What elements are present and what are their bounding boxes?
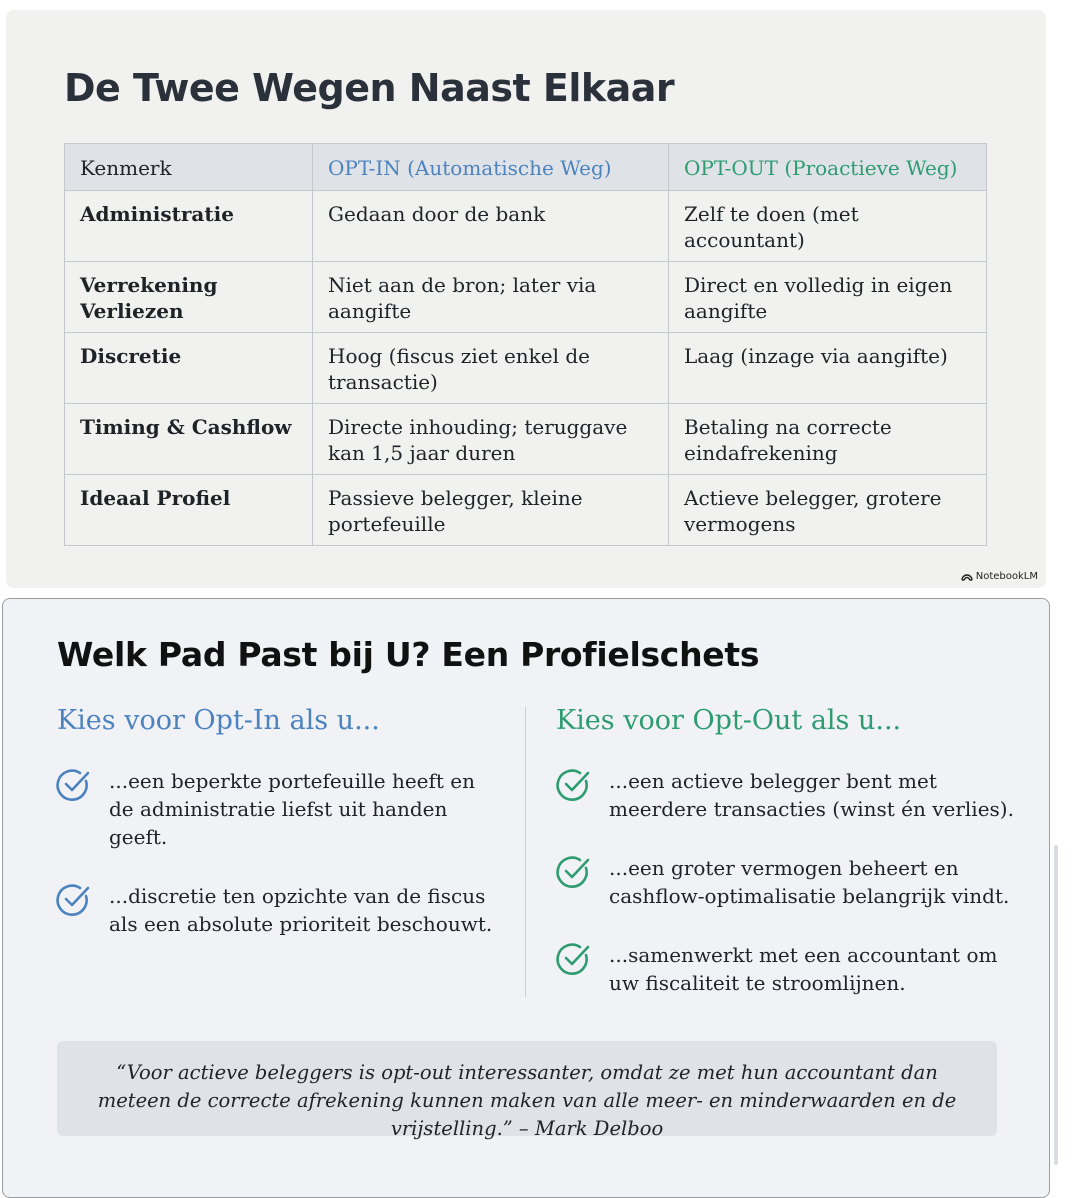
list-item	[55, 767, 505, 851]
table-cell: Betaling na correcte eindafrekening	[669, 404, 987, 475]
table-cell: Directe inhouding; teruggave kan 1,5 jaar duren	[313, 404, 669, 475]
brand-label: NotebookLM	[975, 571, 1038, 582]
table-header-cell: OPT-IN (Automatische Weg)	[313, 144, 669, 191]
check-circle-icon	[55, 882, 91, 918]
table-cell: Direct en volledig in eigen aangifte	[669, 262, 987, 333]
check-circle-icon	[555, 767, 591, 803]
notebooklm-brand	[961, 571, 1038, 582]
table-header-cell: OPT-OUT (Proactieve Weg)	[669, 144, 987, 191]
table-header-cell: Kenmerk	[65, 144, 313, 191]
table-cell: Administratie	[65, 191, 313, 262]
slide-title: De Twee Wegen Naast Elkaar	[64, 66, 675, 110]
table-cell: Timing & Cashflow	[65, 404, 313, 475]
vertical-scrollbar[interactable]	[1054, 845, 1058, 1165]
comparison-table	[64, 143, 987, 546]
table-cell: Passieve belegger, kleine portefeuille	[313, 475, 669, 546]
table-cell: Laag (inzage via aangifte)	[669, 333, 987, 404]
quote-box: “Voor actieve beleggers is opt-out interessanter, omdat ze met hun accountant dan meteen de correcte afrekening kunnen maken van alle meer- en minderwaarden en de vrijstelling.” – Mark Delboo	[57, 1041, 997, 1136]
list-item-text: ...een groter vermogen beheert en cashflow-optimalisatie belangrijk vindt.	[609, 856, 1010, 908]
optout-heading: Kies voor Opt-Out als u...	[556, 705, 902, 736]
profile-slide	[2, 598, 1050, 1198]
table-row	[65, 262, 987, 333]
table-cell: Ideaal Profiel	[65, 475, 313, 546]
table-cell: Gedaan door de bank	[313, 191, 669, 262]
check-circle-icon	[555, 941, 591, 977]
list-item-text: ...een beperkte portefeuille heeft en de administratie liefst uit handen geeft.	[109, 769, 476, 849]
table-cell: Verrekening Verliezen	[65, 262, 313, 333]
table-header-row	[65, 144, 987, 191]
table-row	[65, 404, 987, 475]
slide-title: Welk Pad Past bij U? Een Profielschets	[57, 635, 760, 674]
notebooklm-logo-icon	[961, 572, 973, 581]
table-row	[65, 475, 987, 546]
table-cell: Actieve belegger, grotere vermogens	[669, 475, 987, 546]
list-item	[555, 854, 1025, 910]
optin-heading: Kies voor Opt-In als u...	[57, 705, 380, 736]
list-item-text: ...een actieve belegger bent met meerdere transacties (winst én verlies).	[609, 769, 1014, 821]
table-row	[65, 333, 987, 404]
comparison-slide	[6, 10, 1046, 588]
table-cell: Zelf te doen (met accountant)	[669, 191, 987, 262]
column-divider	[525, 707, 526, 997]
optin-list	[55, 767, 505, 969]
table-row	[65, 191, 987, 262]
optout-list	[555, 767, 1025, 1028]
list-item-text: ...samenwerkt met een accountant om uw fiscaliteit te stroomlijnen.	[609, 943, 998, 995]
table-cell: Discretie	[65, 333, 313, 404]
list-item	[55, 882, 505, 938]
list-item	[555, 941, 1025, 997]
check-circle-icon	[55, 767, 91, 803]
list-item-text: ...discretie ten opzichte van de fiscus als een absolute prioriteit beschouwt.	[109, 884, 493, 936]
list-item	[555, 767, 1025, 823]
table-cell: Niet aan de bron; later via aangifte	[313, 262, 669, 333]
check-circle-icon	[555, 854, 591, 890]
table-cell: Hoog (fiscus ziet enkel de transactie)	[313, 333, 669, 404]
